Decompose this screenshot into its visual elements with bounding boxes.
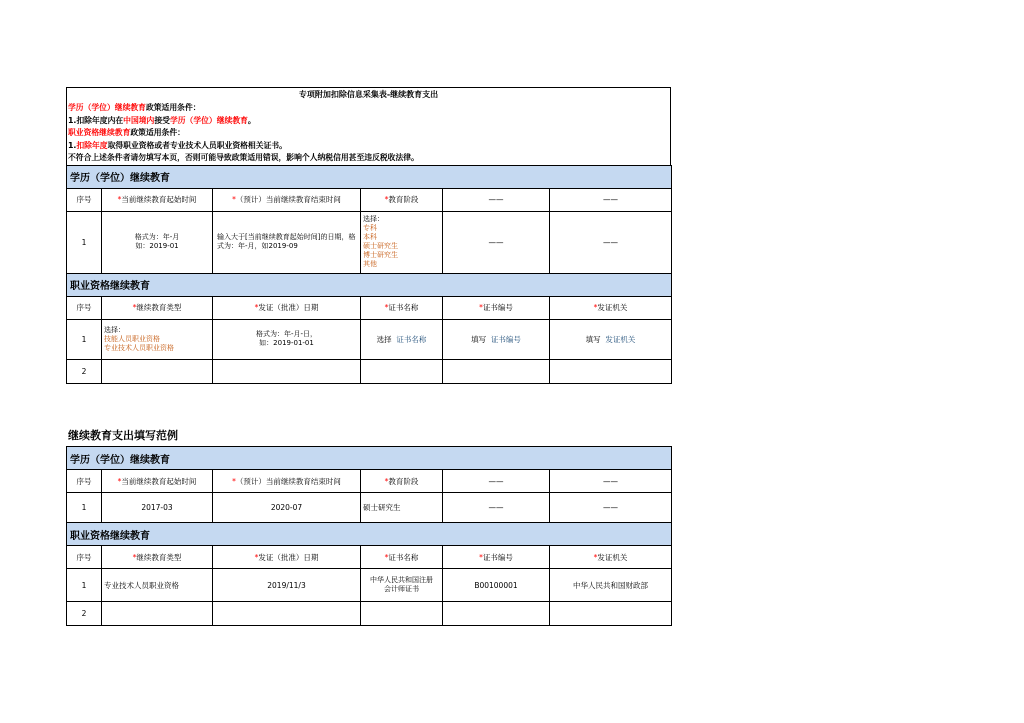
row-no: 1 bbox=[67, 569, 102, 602]
stage-option[interactable]: 硕士研究生 bbox=[363, 242, 398, 250]
row-no: 1 bbox=[67, 211, 102, 273]
cert-name-select[interactable] bbox=[361, 359, 443, 383]
end-date-value: 2020-07 bbox=[213, 493, 361, 523]
issue-date-input[interactable] bbox=[213, 359, 361, 383]
row-no: 2 bbox=[67, 602, 102, 626]
start-date-value: 2017-03 bbox=[102, 493, 213, 523]
col-header-dash: —— bbox=[550, 188, 672, 211]
table-row bbox=[67, 319, 672, 359]
empty-cell bbox=[213, 602, 361, 626]
empty-cell bbox=[361, 602, 443, 626]
cert-no-input[interactable] bbox=[443, 359, 550, 383]
table-row bbox=[67, 602, 672, 626]
note-line-1: 学历（学位）继续教育政策适用条件： bbox=[68, 103, 201, 112]
col-header-date: *发证（批准）日期 bbox=[213, 546, 361, 569]
voc-section-heading: 职业资格继续教育 bbox=[67, 523, 672, 546]
type-value: 专业技术人员职业资格 bbox=[102, 569, 213, 602]
edu-section-heading: 学历（学位）继续教育 bbox=[67, 165, 672, 188]
table-row bbox=[67, 211, 672, 273]
col-header-stage: *教育阶段 bbox=[361, 470, 443, 493]
row-no: 2 bbox=[67, 359, 102, 383]
col-header-no: 序号 bbox=[67, 546, 102, 569]
note-line-4: 1.扣除年度取得职业资格或者专业技术人员职业资格相关证书。 bbox=[68, 140, 287, 150]
table-row bbox=[67, 359, 672, 383]
issuer-value: 中华人民共和国财政部 bbox=[550, 569, 672, 602]
edu-section-heading: 学历（学位）继续教育 bbox=[67, 447, 672, 470]
col-header-date: *发证（批准）日期 bbox=[213, 296, 361, 319]
stage-option[interactable]: 其他 bbox=[363, 260, 377, 268]
col-header-dash: —— bbox=[443, 470, 550, 493]
col-header-dash: —— bbox=[443, 188, 550, 211]
issue-date-value: 2019/11/3 bbox=[213, 569, 361, 602]
col-header-no: 序号 bbox=[67, 470, 102, 493]
empty-cell bbox=[550, 602, 672, 626]
col-header-issuer: *发证机关 bbox=[550, 296, 672, 319]
row-no: 1 bbox=[67, 493, 102, 523]
empty-cell bbox=[443, 602, 550, 626]
voc-section-heading: 职业资格继续教育 bbox=[67, 273, 672, 296]
col-header-start: *当前继续教育起始时间 bbox=[102, 188, 213, 211]
stage-select[interactable]: 选择： 专科 本科 硕士研究生 博士研究生 其他 bbox=[361, 211, 443, 273]
col-header-stage: *教育阶段 bbox=[361, 188, 443, 211]
example-sheet bbox=[66, 446, 671, 626]
issuer-input[interactable]: 填写 发证机关 bbox=[550, 319, 672, 359]
stage-option[interactable]: 本科 bbox=[363, 233, 377, 241]
type-option[interactable]: 专业技术人员职业资格 bbox=[104, 343, 174, 352]
form-sheet bbox=[66, 87, 671, 384]
end-date-input[interactable]: 输入大于[当前继续教育起始时间]的日期，格式为：年-月，如2019-09 bbox=[213, 211, 361, 273]
col-header-type: *继续教育类型 bbox=[102, 296, 213, 319]
cert-name-value: 中华人民共和国注册会计师证书 bbox=[361, 569, 443, 602]
cert-name-select[interactable]: 选择 证书名称 bbox=[361, 319, 443, 359]
dash-cell: —— bbox=[443, 211, 550, 273]
issue-date-input[interactable]: 格式为：年-月-日， 如：2019-01-01 bbox=[213, 319, 361, 359]
col-header-type: *继续教育类型 bbox=[102, 546, 213, 569]
table-row bbox=[67, 493, 672, 523]
col-header-end: *（预计）当前继续教育结束时间 bbox=[213, 470, 361, 493]
issuer-input[interactable] bbox=[550, 359, 672, 383]
col-header-cert-no: *证书编号 bbox=[443, 546, 550, 569]
stage-value: 硕士研究生 bbox=[361, 493, 443, 523]
form-notes bbox=[66, 87, 671, 165]
dash-cell: —— bbox=[443, 493, 550, 523]
col-header-end: *（预计）当前继续教育结束时间 bbox=[213, 188, 361, 211]
col-header-cert-no: *证书编号 bbox=[443, 296, 550, 319]
type-select[interactable]: 选择： 技能人员职业资格 专业技术人员职业资格 bbox=[102, 319, 213, 359]
note-line-5: 不符合上述条件者请勿填写本页，否则可能导致政策适用错误，影响个人纳税信用甚至违反税收法律。 bbox=[68, 153, 419, 162]
col-header-no: 序号 bbox=[67, 188, 102, 211]
col-header-dash: —— bbox=[550, 470, 672, 493]
note-line-2: 1.扣除年度内在中国境内接受学历（学位）继续教育。 bbox=[68, 115, 256, 125]
type-option[interactable]: 技能人员职业资格 bbox=[104, 334, 160, 343]
empty-cell bbox=[102, 602, 213, 626]
cert-no-input[interactable]: 填写 证书编号 bbox=[443, 319, 550, 359]
row-no: 1 bbox=[67, 319, 102, 359]
col-header-cert-name: *证书名称 bbox=[361, 296, 443, 319]
col-header-issuer: *发证机关 bbox=[550, 546, 672, 569]
dash-cell: —— bbox=[550, 211, 672, 273]
example-table bbox=[66, 446, 672, 626]
stage-option[interactable]: 专科 bbox=[363, 224, 377, 232]
note-line-3: 职业资格继续教育政策适用条件： bbox=[68, 128, 185, 137]
table-row bbox=[67, 569, 672, 602]
cert-no-value: B00100001 bbox=[443, 569, 550, 602]
form-title: 专项附加扣除信息采集表-继续教育支出 bbox=[298, 90, 439, 99]
example-title: 继续教育支出填写范例 bbox=[68, 429, 178, 442]
start-date-input[interactable]: 格式为：年-月 如：2019-01 bbox=[102, 211, 213, 273]
col-header-start: *当前继续教育起始时间 bbox=[102, 470, 213, 493]
form-table bbox=[66, 165, 672, 384]
stage-option[interactable]: 博士研究生 bbox=[363, 251, 398, 259]
col-header-cert-name: *证书名称 bbox=[361, 546, 443, 569]
type-select[interactable] bbox=[102, 359, 213, 383]
dash-cell: —— bbox=[550, 493, 672, 523]
col-header-no: 序号 bbox=[67, 296, 102, 319]
